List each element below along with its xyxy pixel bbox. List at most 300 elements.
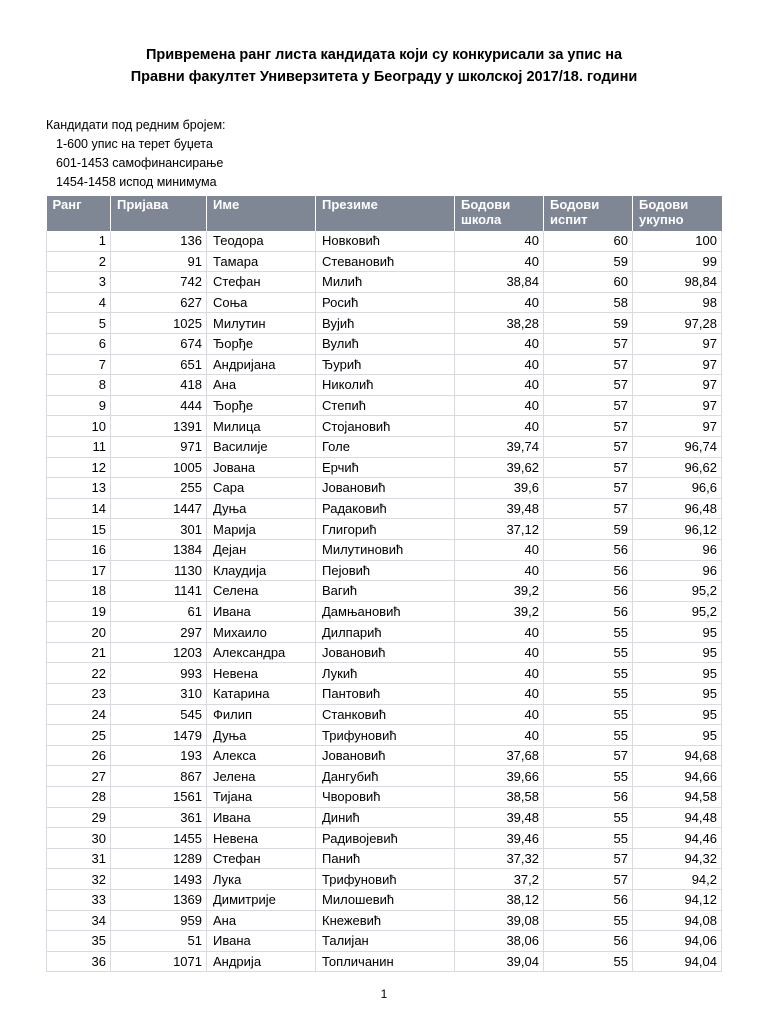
cell-points-exam: 55 — [544, 684, 633, 705]
cell-points-school: 40 — [455, 395, 544, 416]
table-row — [47, 766, 722, 787]
cell-first-name: Теодора — [207, 231, 316, 251]
cell-points-total: 97,28 — [633, 313, 722, 334]
cell-first-name: Лука — [207, 869, 316, 890]
cell-points-exam: 59 — [544, 519, 633, 540]
cell-application: 1369 — [111, 890, 207, 911]
cell-first-name: Димитрије — [207, 890, 316, 911]
cell-points-school: 38,06 — [455, 931, 544, 952]
cell-points-exam: 55 — [544, 807, 633, 828]
cell-points-exam: 55 — [544, 622, 633, 643]
cell-first-name: Јована — [207, 457, 316, 478]
cell-last-name: Јовановић — [316, 745, 455, 766]
cell-last-name: Ерчић — [316, 457, 455, 478]
cell-rank: 14 — [47, 498, 111, 519]
notes-line-below-minimum: 1454-1458 испод минимума — [56, 175, 217, 189]
cell-points-exam: 57 — [544, 869, 633, 890]
cell-points-total: 97 — [633, 354, 722, 375]
cell-points-school: 39,2 — [455, 601, 544, 622]
cell-application: 297 — [111, 622, 207, 643]
cell-first-name: Ивана — [207, 601, 316, 622]
cell-last-name: Јовановић — [316, 642, 455, 663]
cell-points-exam: 55 — [544, 766, 633, 787]
cell-rank: 4 — [47, 292, 111, 313]
cell-points-exam: 55 — [544, 725, 633, 746]
cell-last-name: Лукић — [316, 663, 455, 684]
cell-application: 1561 — [111, 787, 207, 808]
cell-application: 1447 — [111, 498, 207, 519]
cell-points-exam: 55 — [544, 828, 633, 849]
cell-points-total: 98,84 — [633, 272, 722, 293]
header-points-school: Бодови школа — [455, 196, 544, 231]
cell-points-exam: 57 — [544, 436, 633, 457]
cell-application: 867 — [111, 766, 207, 787]
cell-points-school: 39,48 — [455, 498, 544, 519]
document-title — [0, 44, 768, 88]
cell-points-exam: 60 — [544, 231, 633, 251]
cell-last-name: Вујић — [316, 313, 455, 334]
cell-application: 1289 — [111, 848, 207, 869]
cell-points-school: 38,12 — [455, 890, 544, 911]
cell-rank: 30 — [47, 828, 111, 849]
cell-first-name: Тијана — [207, 787, 316, 808]
cell-rank: 10 — [47, 416, 111, 437]
table-row — [47, 292, 722, 313]
cell-points-total: 95 — [633, 725, 722, 746]
cell-points-school: 39,2 — [455, 581, 544, 602]
cell-rank: 36 — [47, 951, 111, 972]
cell-points-total: 94,68 — [633, 745, 722, 766]
cell-application: 1130 — [111, 560, 207, 581]
ranking-table — [46, 196, 722, 972]
cell-points-school: 40 — [455, 725, 544, 746]
cell-last-name: Трифуновић — [316, 725, 455, 746]
cell-points-total: 95,2 — [633, 581, 722, 602]
header-application: Пријава — [111, 196, 207, 231]
cell-first-name: Катарина — [207, 684, 316, 705]
cell-points-exam: 55 — [544, 951, 633, 972]
cell-last-name: Новковић — [316, 231, 455, 251]
cell-first-name: Дуња — [207, 725, 316, 746]
cell-rank: 22 — [47, 663, 111, 684]
cell-points-exam: 56 — [544, 787, 633, 808]
table-row — [47, 684, 722, 705]
cell-first-name: Ђорђе — [207, 333, 316, 354]
cell-points-exam: 57 — [544, 375, 633, 396]
cell-last-name: Голе — [316, 436, 455, 457]
cell-last-name: Динић — [316, 807, 455, 828]
cell-points-school: 39,04 — [455, 951, 544, 972]
cell-points-school: 39,08 — [455, 910, 544, 931]
cell-points-exam: 59 — [544, 251, 633, 272]
cell-last-name: Стевановић — [316, 251, 455, 272]
cell-last-name: Вагић — [316, 581, 455, 602]
table-row — [47, 416, 722, 437]
cell-rank: 15 — [47, 519, 111, 540]
cell-rank: 23 — [47, 684, 111, 705]
cell-points-school: 40 — [455, 231, 544, 251]
cell-application: 674 — [111, 333, 207, 354]
cell-points-total: 94,32 — [633, 848, 722, 869]
cell-points-exam: 56 — [544, 931, 633, 952]
cell-last-name: Стојановић — [316, 416, 455, 437]
cell-rank: 25 — [47, 725, 111, 746]
cell-rank: 20 — [47, 622, 111, 643]
cell-last-name: Милутиновић — [316, 539, 455, 560]
cell-points-total: 96,12 — [633, 519, 722, 540]
cell-application: 193 — [111, 745, 207, 766]
cell-rank: 13 — [47, 478, 111, 499]
cell-points-total: 97 — [633, 375, 722, 396]
table-row — [47, 333, 722, 354]
table-row — [47, 354, 722, 375]
cell-application: 310 — [111, 684, 207, 705]
table-row — [47, 560, 722, 581]
cell-points-school: 40 — [455, 663, 544, 684]
cell-points-exam: 57 — [544, 354, 633, 375]
cell-first-name: Ивана — [207, 931, 316, 952]
cell-points-total: 100 — [633, 231, 722, 251]
table-row — [47, 828, 722, 849]
cell-points-total: 95 — [633, 704, 722, 725]
cell-points-total: 95,2 — [633, 601, 722, 622]
table-row — [47, 745, 722, 766]
cell-points-school: 39,66 — [455, 766, 544, 787]
cell-points-total: 97 — [633, 333, 722, 354]
header-rank: Ранг — [47, 196, 111, 231]
cell-points-school: 40 — [455, 560, 544, 581]
cell-last-name: Топличанин — [316, 951, 455, 972]
cell-application: 1071 — [111, 951, 207, 972]
cell-points-exam: 60 — [544, 272, 633, 293]
cell-points-school: 39,62 — [455, 457, 544, 478]
cell-application: 545 — [111, 704, 207, 725]
cell-rank: 19 — [47, 601, 111, 622]
cell-first-name: Ана — [207, 375, 316, 396]
cell-points-total: 98 — [633, 292, 722, 313]
cell-application: 1141 — [111, 581, 207, 602]
cell-points-school: 37,2 — [455, 869, 544, 890]
cell-application: 651 — [111, 354, 207, 375]
cell-last-name: Чворовић — [316, 787, 455, 808]
cell-last-name: Ђурић — [316, 354, 455, 375]
cell-points-school: 40 — [455, 622, 544, 643]
cell-points-total: 95 — [633, 663, 722, 684]
cell-first-name: Невена — [207, 663, 316, 684]
cell-points-total: 94,08 — [633, 910, 722, 931]
notes-line-self-financing: 601-1453 самофинансирање — [56, 156, 224, 170]
cell-application: 1391 — [111, 416, 207, 437]
cell-last-name: Дангубић — [316, 766, 455, 787]
cell-first-name: Алекса — [207, 745, 316, 766]
cell-application: 959 — [111, 910, 207, 931]
cell-points-total: 96 — [633, 560, 722, 581]
cell-rank: 18 — [47, 581, 111, 602]
cell-points-school: 38,28 — [455, 313, 544, 334]
table-row — [47, 869, 722, 890]
table-row — [47, 787, 722, 808]
cell-first-name: Невена — [207, 828, 316, 849]
cell-points-total: 96,74 — [633, 436, 722, 457]
cell-application: 444 — [111, 395, 207, 416]
cell-last-name: Радаковић — [316, 498, 455, 519]
cell-rank: 6 — [47, 333, 111, 354]
cell-points-total: 96,6 — [633, 478, 722, 499]
cell-rank: 2 — [47, 251, 111, 272]
cell-points-school: 37,12 — [455, 519, 544, 540]
cell-last-name: Талијан — [316, 931, 455, 952]
cell-application: 1384 — [111, 539, 207, 560]
cell-application: 1203 — [111, 642, 207, 663]
cell-points-total: 96,62 — [633, 457, 722, 478]
cell-points-exam: 57 — [544, 416, 633, 437]
cell-last-name: Милић — [316, 272, 455, 293]
cell-application: 627 — [111, 292, 207, 313]
cell-points-school: 40 — [455, 251, 544, 272]
cell-first-name: Марија — [207, 519, 316, 540]
cell-points-total: 97 — [633, 395, 722, 416]
table-row — [47, 910, 722, 931]
cell-last-name: Николић — [316, 375, 455, 396]
cell-rank: 8 — [47, 375, 111, 396]
cell-points-school: 40 — [455, 292, 544, 313]
cell-points-total: 94,66 — [633, 766, 722, 787]
cell-points-school: 40 — [455, 539, 544, 560]
table-row — [47, 457, 722, 478]
cell-first-name: Михаило — [207, 622, 316, 643]
cell-points-total: 95 — [633, 642, 722, 663]
cell-points-total: 96 — [633, 539, 722, 560]
cell-points-exam: 57 — [544, 745, 633, 766]
cell-rank: 27 — [47, 766, 111, 787]
cell-rank: 26 — [47, 745, 111, 766]
cell-rank: 11 — [47, 436, 111, 457]
cell-points-school: 39,46 — [455, 828, 544, 849]
cell-rank: 1 — [47, 231, 111, 251]
header-points-exam: Бодови испит — [544, 196, 633, 231]
cell-first-name: Милутин — [207, 313, 316, 334]
cell-rank: 3 — [47, 272, 111, 293]
cell-first-name: Стефан — [207, 272, 316, 293]
cell-points-school: 40 — [455, 354, 544, 375]
cell-points-total: 97 — [633, 416, 722, 437]
cell-first-name: Ђорђе — [207, 395, 316, 416]
candidate-notes — [46, 116, 226, 192]
cell-points-school: 40 — [455, 704, 544, 725]
table-body — [47, 231, 722, 972]
cell-points-exam: 56 — [544, 539, 633, 560]
notes-line-budget: 1-600 упис на терет буџета — [56, 137, 213, 151]
cell-points-exam: 56 — [544, 601, 633, 622]
cell-application: 1025 — [111, 313, 207, 334]
cell-first-name: Ивана — [207, 807, 316, 828]
cell-rank: 16 — [47, 539, 111, 560]
cell-first-name: Соња — [207, 292, 316, 313]
cell-first-name: Стефан — [207, 848, 316, 869]
cell-rank: 17 — [47, 560, 111, 581]
cell-rank: 21 — [47, 642, 111, 663]
table-row — [47, 539, 722, 560]
cell-rank: 12 — [47, 457, 111, 478]
cell-first-name: Андрија — [207, 951, 316, 972]
table-row — [47, 890, 722, 911]
cell-last-name: Панић — [316, 848, 455, 869]
cell-points-exam: 57 — [544, 498, 633, 519]
table-row — [47, 498, 722, 519]
cell-first-name: Василије — [207, 436, 316, 457]
cell-rank: 34 — [47, 910, 111, 931]
cell-rank: 32 — [47, 869, 111, 890]
cell-rank: 7 — [47, 354, 111, 375]
cell-application: 1479 — [111, 725, 207, 746]
cell-points-school: 39,6 — [455, 478, 544, 499]
cell-application: 301 — [111, 519, 207, 540]
table-row — [47, 436, 722, 457]
cell-points-exam: 59 — [544, 313, 633, 334]
cell-first-name: Ана — [207, 910, 316, 931]
cell-application: 1005 — [111, 457, 207, 478]
cell-last-name: Вулић — [316, 333, 455, 354]
cell-last-name: Дилпарић — [316, 622, 455, 643]
cell-last-name: Пејовић — [316, 560, 455, 581]
cell-points-school: 37,68 — [455, 745, 544, 766]
cell-application: 1493 — [111, 869, 207, 890]
cell-application: 61 — [111, 601, 207, 622]
cell-points-exam: 55 — [544, 642, 633, 663]
cell-points-school: 37,32 — [455, 848, 544, 869]
cell-application: 993 — [111, 663, 207, 684]
table-row — [47, 848, 722, 869]
table-row — [47, 231, 722, 251]
table-row — [47, 478, 722, 499]
cell-points-exam: 57 — [544, 395, 633, 416]
cell-application: 136 — [111, 231, 207, 251]
table-row — [47, 272, 722, 293]
table-row — [47, 622, 722, 643]
cell-first-name: Сара — [207, 478, 316, 499]
cell-points-school: 40 — [455, 642, 544, 663]
cell-first-name: Клаудија — [207, 560, 316, 581]
cell-rank: 33 — [47, 890, 111, 911]
cell-points-school: 40 — [455, 684, 544, 705]
cell-points-school: 39,74 — [455, 436, 544, 457]
cell-points-exam: 57 — [544, 848, 633, 869]
cell-rank: 5 — [47, 313, 111, 334]
cell-last-name: Пантовић — [316, 684, 455, 705]
cell-rank: 9 — [47, 395, 111, 416]
table-row — [47, 704, 722, 725]
cell-rank: 31 — [47, 848, 111, 869]
table-row — [47, 931, 722, 952]
table-row — [47, 581, 722, 602]
cell-points-total: 94,2 — [633, 869, 722, 890]
table-row — [47, 395, 722, 416]
cell-points-total: 99 — [633, 251, 722, 272]
cell-last-name: Глигорић — [316, 519, 455, 540]
cell-points-exam: 56 — [544, 581, 633, 602]
cell-points-exam: 57 — [544, 333, 633, 354]
cell-application: 1455 — [111, 828, 207, 849]
cell-application: 418 — [111, 375, 207, 396]
cell-application: 255 — [111, 478, 207, 499]
cell-points-school: 39,48 — [455, 807, 544, 828]
cell-last-name: Трифуновић — [316, 869, 455, 890]
cell-application: 91 — [111, 251, 207, 272]
cell-last-name: Милошевић — [316, 890, 455, 911]
cell-last-name: Јовановић — [316, 478, 455, 499]
cell-points-exam: 57 — [544, 478, 633, 499]
cell-first-name: Милица — [207, 416, 316, 437]
cell-first-name: Јелена — [207, 766, 316, 787]
cell-points-total: 95 — [633, 622, 722, 643]
notes-heading: Кандидати под редним бројем: — [46, 118, 226, 132]
title-line-2: Правни факултет Универзитета у Београду у школској 2017/18. години — [130, 69, 638, 85]
cell-points-total: 94,04 — [633, 951, 722, 972]
table-row — [47, 519, 722, 540]
header-points-total: Бодови укупно — [633, 196, 722, 231]
cell-points-school: 38,84 — [455, 272, 544, 293]
cell-application: 742 — [111, 272, 207, 293]
cell-first-name: Селена — [207, 581, 316, 602]
cell-last-name: Радивојевић — [316, 828, 455, 849]
cell-rank: 24 — [47, 704, 111, 725]
cell-first-name: Дуња — [207, 498, 316, 519]
cell-points-exam: 57 — [544, 457, 633, 478]
cell-first-name: Дејан — [207, 539, 316, 560]
cell-points-exam: 58 — [544, 292, 633, 313]
cell-points-total: 94,12 — [633, 890, 722, 911]
cell-points-total: 96,48 — [633, 498, 722, 519]
page-number: 1 — [380, 987, 388, 1001]
cell-first-name: Александра — [207, 642, 316, 663]
cell-points-school: 40 — [455, 333, 544, 354]
cell-points-total: 94,46 — [633, 828, 722, 849]
cell-rank: 28 — [47, 787, 111, 808]
table-header-row — [47, 196, 722, 231]
cell-application: 51 — [111, 931, 207, 952]
cell-first-name: Андријана — [207, 354, 316, 375]
cell-last-name: Степић — [316, 395, 455, 416]
cell-first-name: Тамара — [207, 251, 316, 272]
cell-points-exam: 55 — [544, 910, 633, 931]
cell-points-school: 40 — [455, 375, 544, 396]
cell-application: 971 — [111, 436, 207, 457]
cell-points-total: 95 — [633, 684, 722, 705]
table-row — [47, 663, 722, 684]
table-row — [47, 313, 722, 334]
cell-rank: 29 — [47, 807, 111, 828]
table-row — [47, 807, 722, 828]
cell-last-name: Станковић — [316, 704, 455, 725]
cell-rank: 35 — [47, 931, 111, 952]
cell-first-name: Филип — [207, 704, 316, 725]
cell-points-total: 94,06 — [633, 931, 722, 952]
table-row — [47, 251, 722, 272]
cell-last-name: Росић — [316, 292, 455, 313]
table-row — [47, 601, 722, 622]
cell-points-exam: 55 — [544, 663, 633, 684]
cell-points-exam: 55 — [544, 704, 633, 725]
table-row — [47, 951, 722, 972]
table-row — [47, 375, 722, 396]
cell-points-exam: 56 — [544, 890, 633, 911]
cell-last-name: Кнежевић — [316, 910, 455, 931]
cell-application: 361 — [111, 807, 207, 828]
cell-last-name: Дамњановић — [316, 601, 455, 622]
table-row — [47, 642, 722, 663]
table-row — [47, 725, 722, 746]
header-first-name: Име — [207, 196, 316, 231]
